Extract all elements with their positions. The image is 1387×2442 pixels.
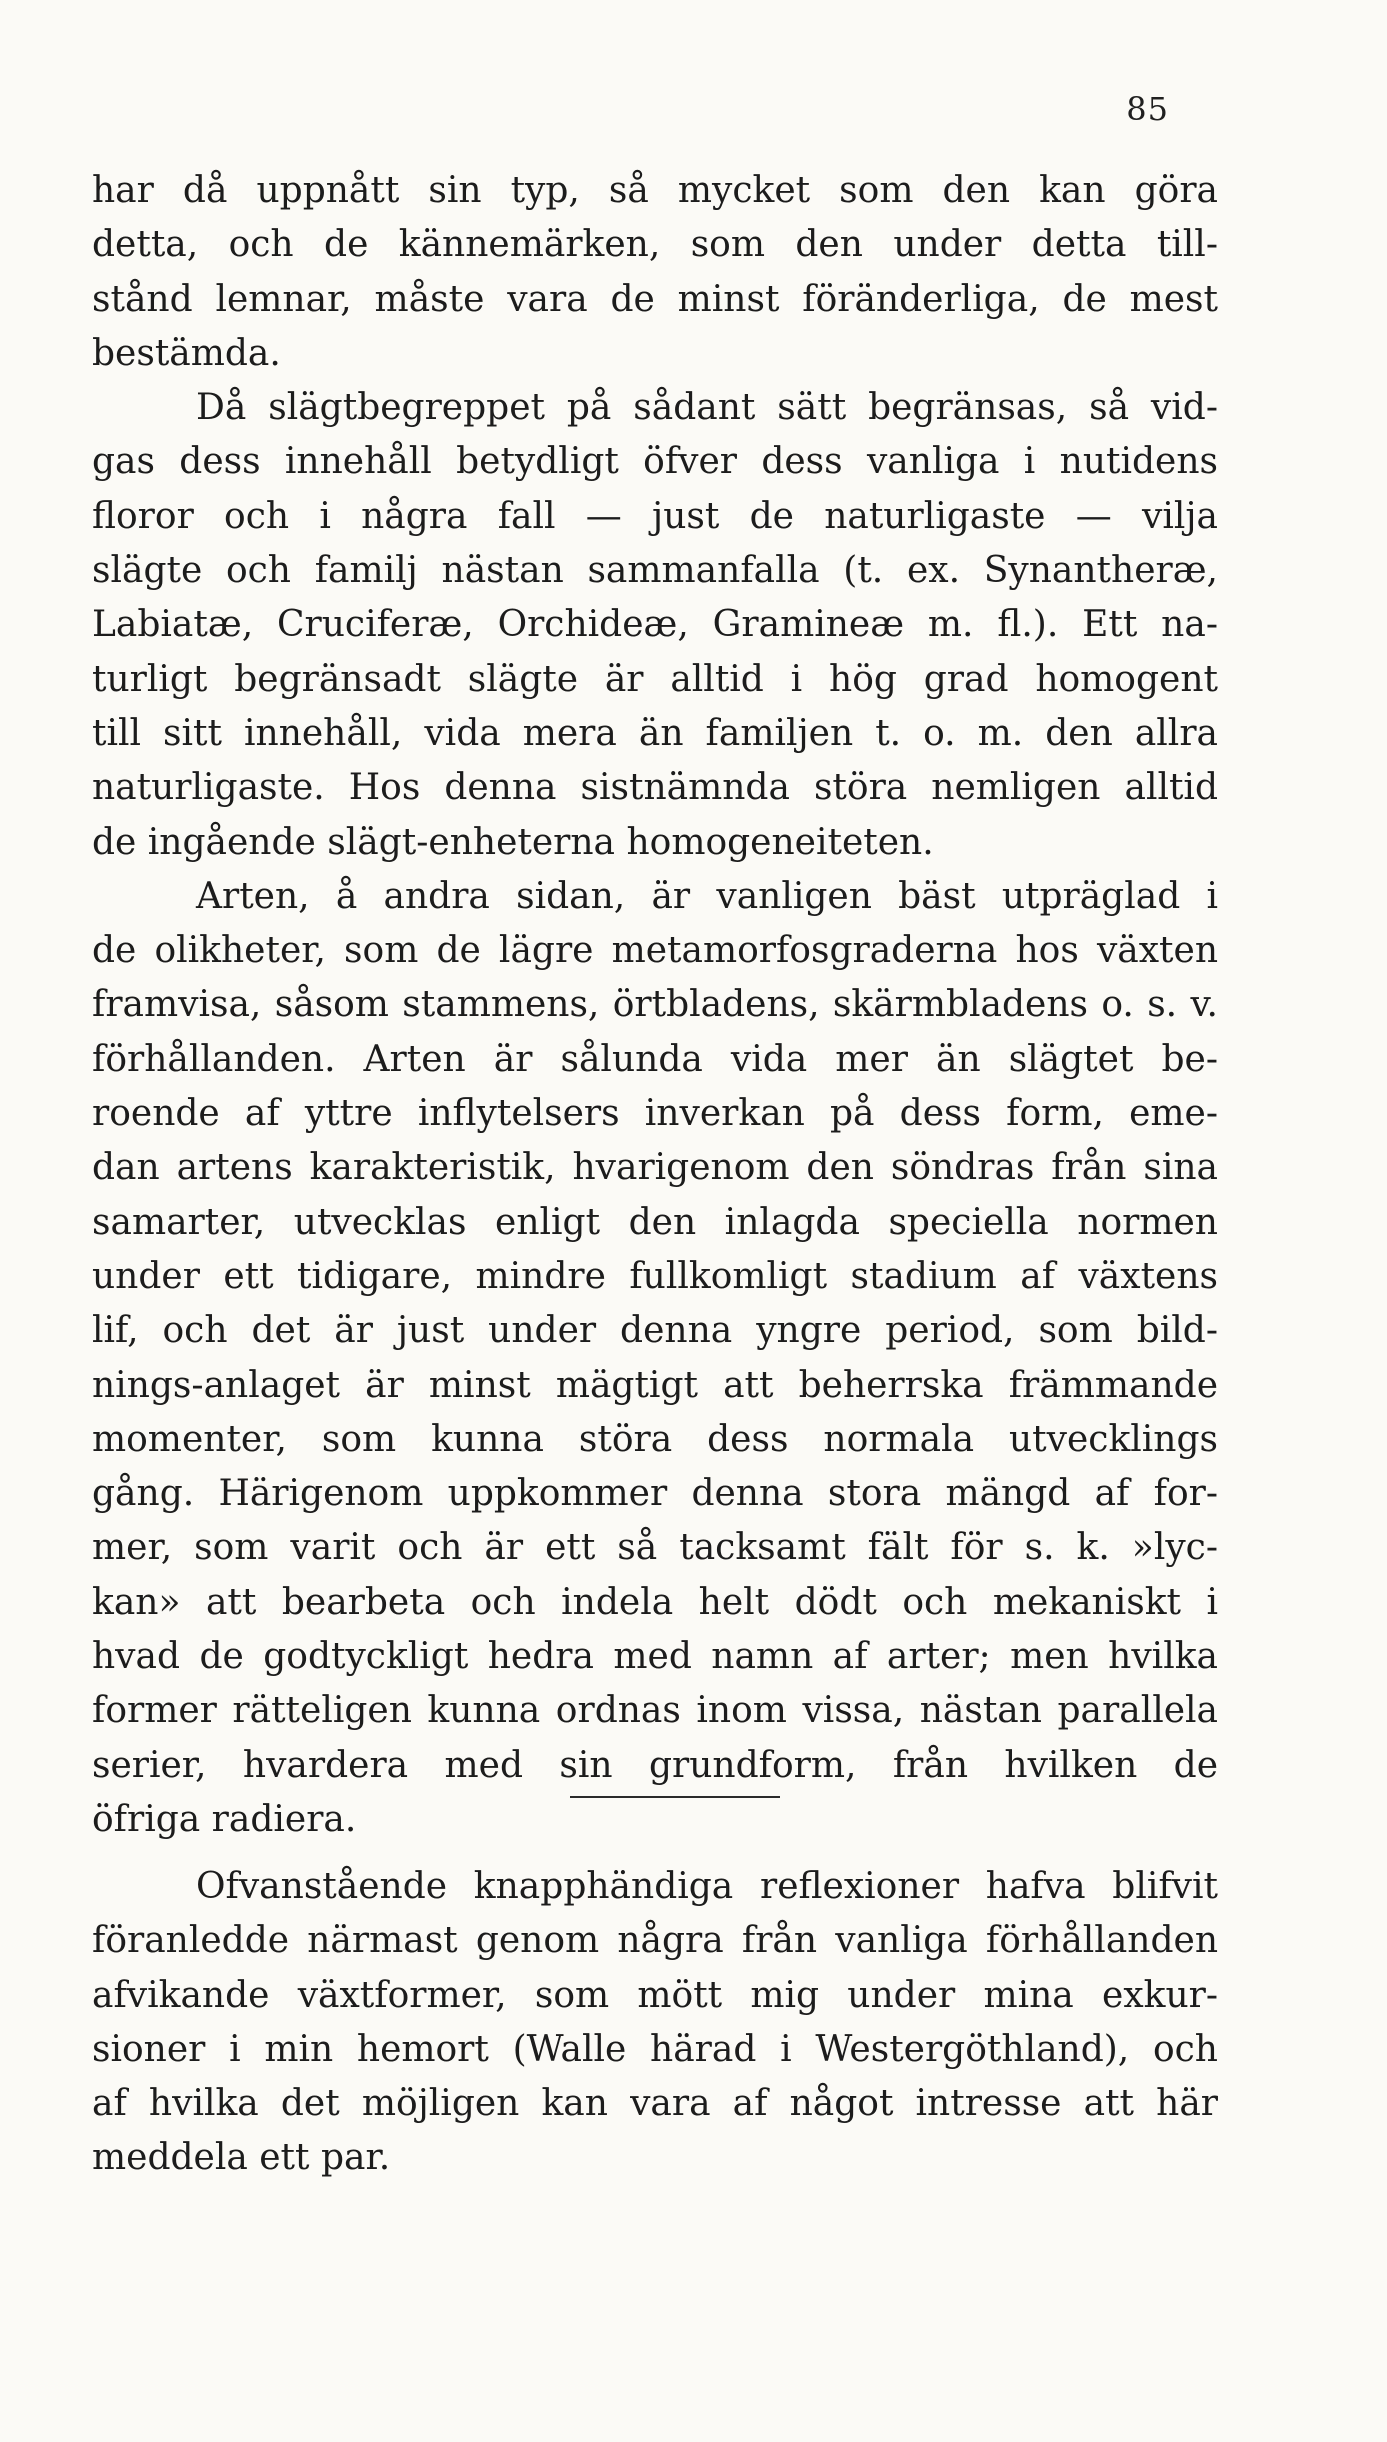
text-line: till sitt innehåll, vida mera än familjen t. o. m. den allra [92, 712, 1218, 754]
text-line: gas dess innehåll betydligt öfver dess vanliga i nutidens [92, 441, 1218, 483]
text-line: mer, som varit och är ett så tacksamt fält för s. k. »lyc- [92, 1527, 1218, 1569]
text-line: föranledde närmast genom några från vanliga förhållanden [92, 1920, 1218, 1962]
text-line: floror och i några fall — just de naturligaste — vilja [92, 495, 1218, 537]
text-line: bestämda. [92, 332, 281, 374]
text-line: meddela ett par. [92, 2137, 391, 2179]
text-line: lif, och det är just under denna yngre period, som bild- [92, 1310, 1218, 1352]
page-number: 85 [1126, 90, 1169, 128]
text-line: de ingående slägt-enheterna homogeneiteten. [92, 821, 934, 863]
text-line: sioner i min hemort (Walle härad i Westergöthland), och [92, 2028, 1218, 2070]
text-line: nings-anlaget är minst mägtigt att beherrska främmande [92, 1364, 1218, 1406]
text-line: kan» att bearbeta och indela helt dödt och mekaniskt i [92, 1581, 1218, 1623]
text-line: serier, hvardera med sin grundform, från hvilken de [92, 1744, 1218, 1786]
text-line: Då slägtbegreppet på sådant sätt begränsas, så vid- [196, 387, 1218, 429]
text-line: af hvilka det möjligen kan vara af något intresse att här [92, 2083, 1218, 2125]
text-line: momenter, som kunna störa dess normala utvecklings [92, 1418, 1218, 1460]
text-line: dan artens karakteristik, hvarigenom den söndras från sina [92, 1147, 1218, 1189]
text-line: slägte och familj nästan sammanfalla (t. ex. Synantheræ, [92, 550, 1218, 592]
text-line: detta, och de kännemärken, som den under detta till- [92, 224, 1218, 266]
text-line: Ofvanstående knapphändiga reflexioner hafva blifvit [196, 1866, 1218, 1907]
text-line: turligt begränsadt slägte är alltid i hög grad homogent [92, 658, 1218, 700]
text-line: de olikheter, som de lägre metamorfosgraderna hos växten [92, 930, 1218, 972]
text-line: Arten, å andra sidan, är vanligen bäst utpräglad i [196, 875, 1218, 917]
text-line: gång. Härigenom uppkommer denna stora mängd af for- [92, 1473, 1218, 1515]
text-line: naturligaste. Hos denna sistnämnda störa nemligen alltid [92, 767, 1218, 809]
text-line: stånd lemnar, måste vara de minst föränderliga, de mest [92, 278, 1218, 320]
paragraph-section-1 [92, 164, 1218, 1847]
text-line: roende af yttre inflytelsers inverkan på dess form, eme- [92, 1093, 1218, 1135]
text-line: Labiatæ, Cruciferæ, Orchideæ, Gramineæ m. fl.). Ett na- [92, 604, 1218, 646]
text-line: hvad de godtyckligt hedra med namn af arter; men hvilka [92, 1636, 1218, 1678]
text-line: har då uppnått sin typ, så mycket som den kan göra [92, 170, 1218, 211]
text-line: former rätteligen kunna ordnas inom vissa, nästan parallela [92, 1690, 1218, 1732]
text-line: afvikande växtformer, som mött mig under mina exkur- [92, 1974, 1218, 2016]
text-line: samarter, utvecklas enligt den inlagda speciella normen [92, 1201, 1218, 1243]
text-line: öfriga radiera. [92, 1798, 357, 1840]
text-line: under ett tidigare, mindre fullkomligt stadium af växtens [92, 1255, 1218, 1297]
paragraph-section-2 [92, 1860, 1218, 2186]
text-line: framvisa, såsom stammens, örtbladens, skärmbladens o. s. v. [92, 984, 1218, 1026]
section-divider [570, 1796, 780, 1798]
text-line: förhållanden. Arten är sålunda vida mer än slägtet be- [92, 1038, 1218, 1080]
